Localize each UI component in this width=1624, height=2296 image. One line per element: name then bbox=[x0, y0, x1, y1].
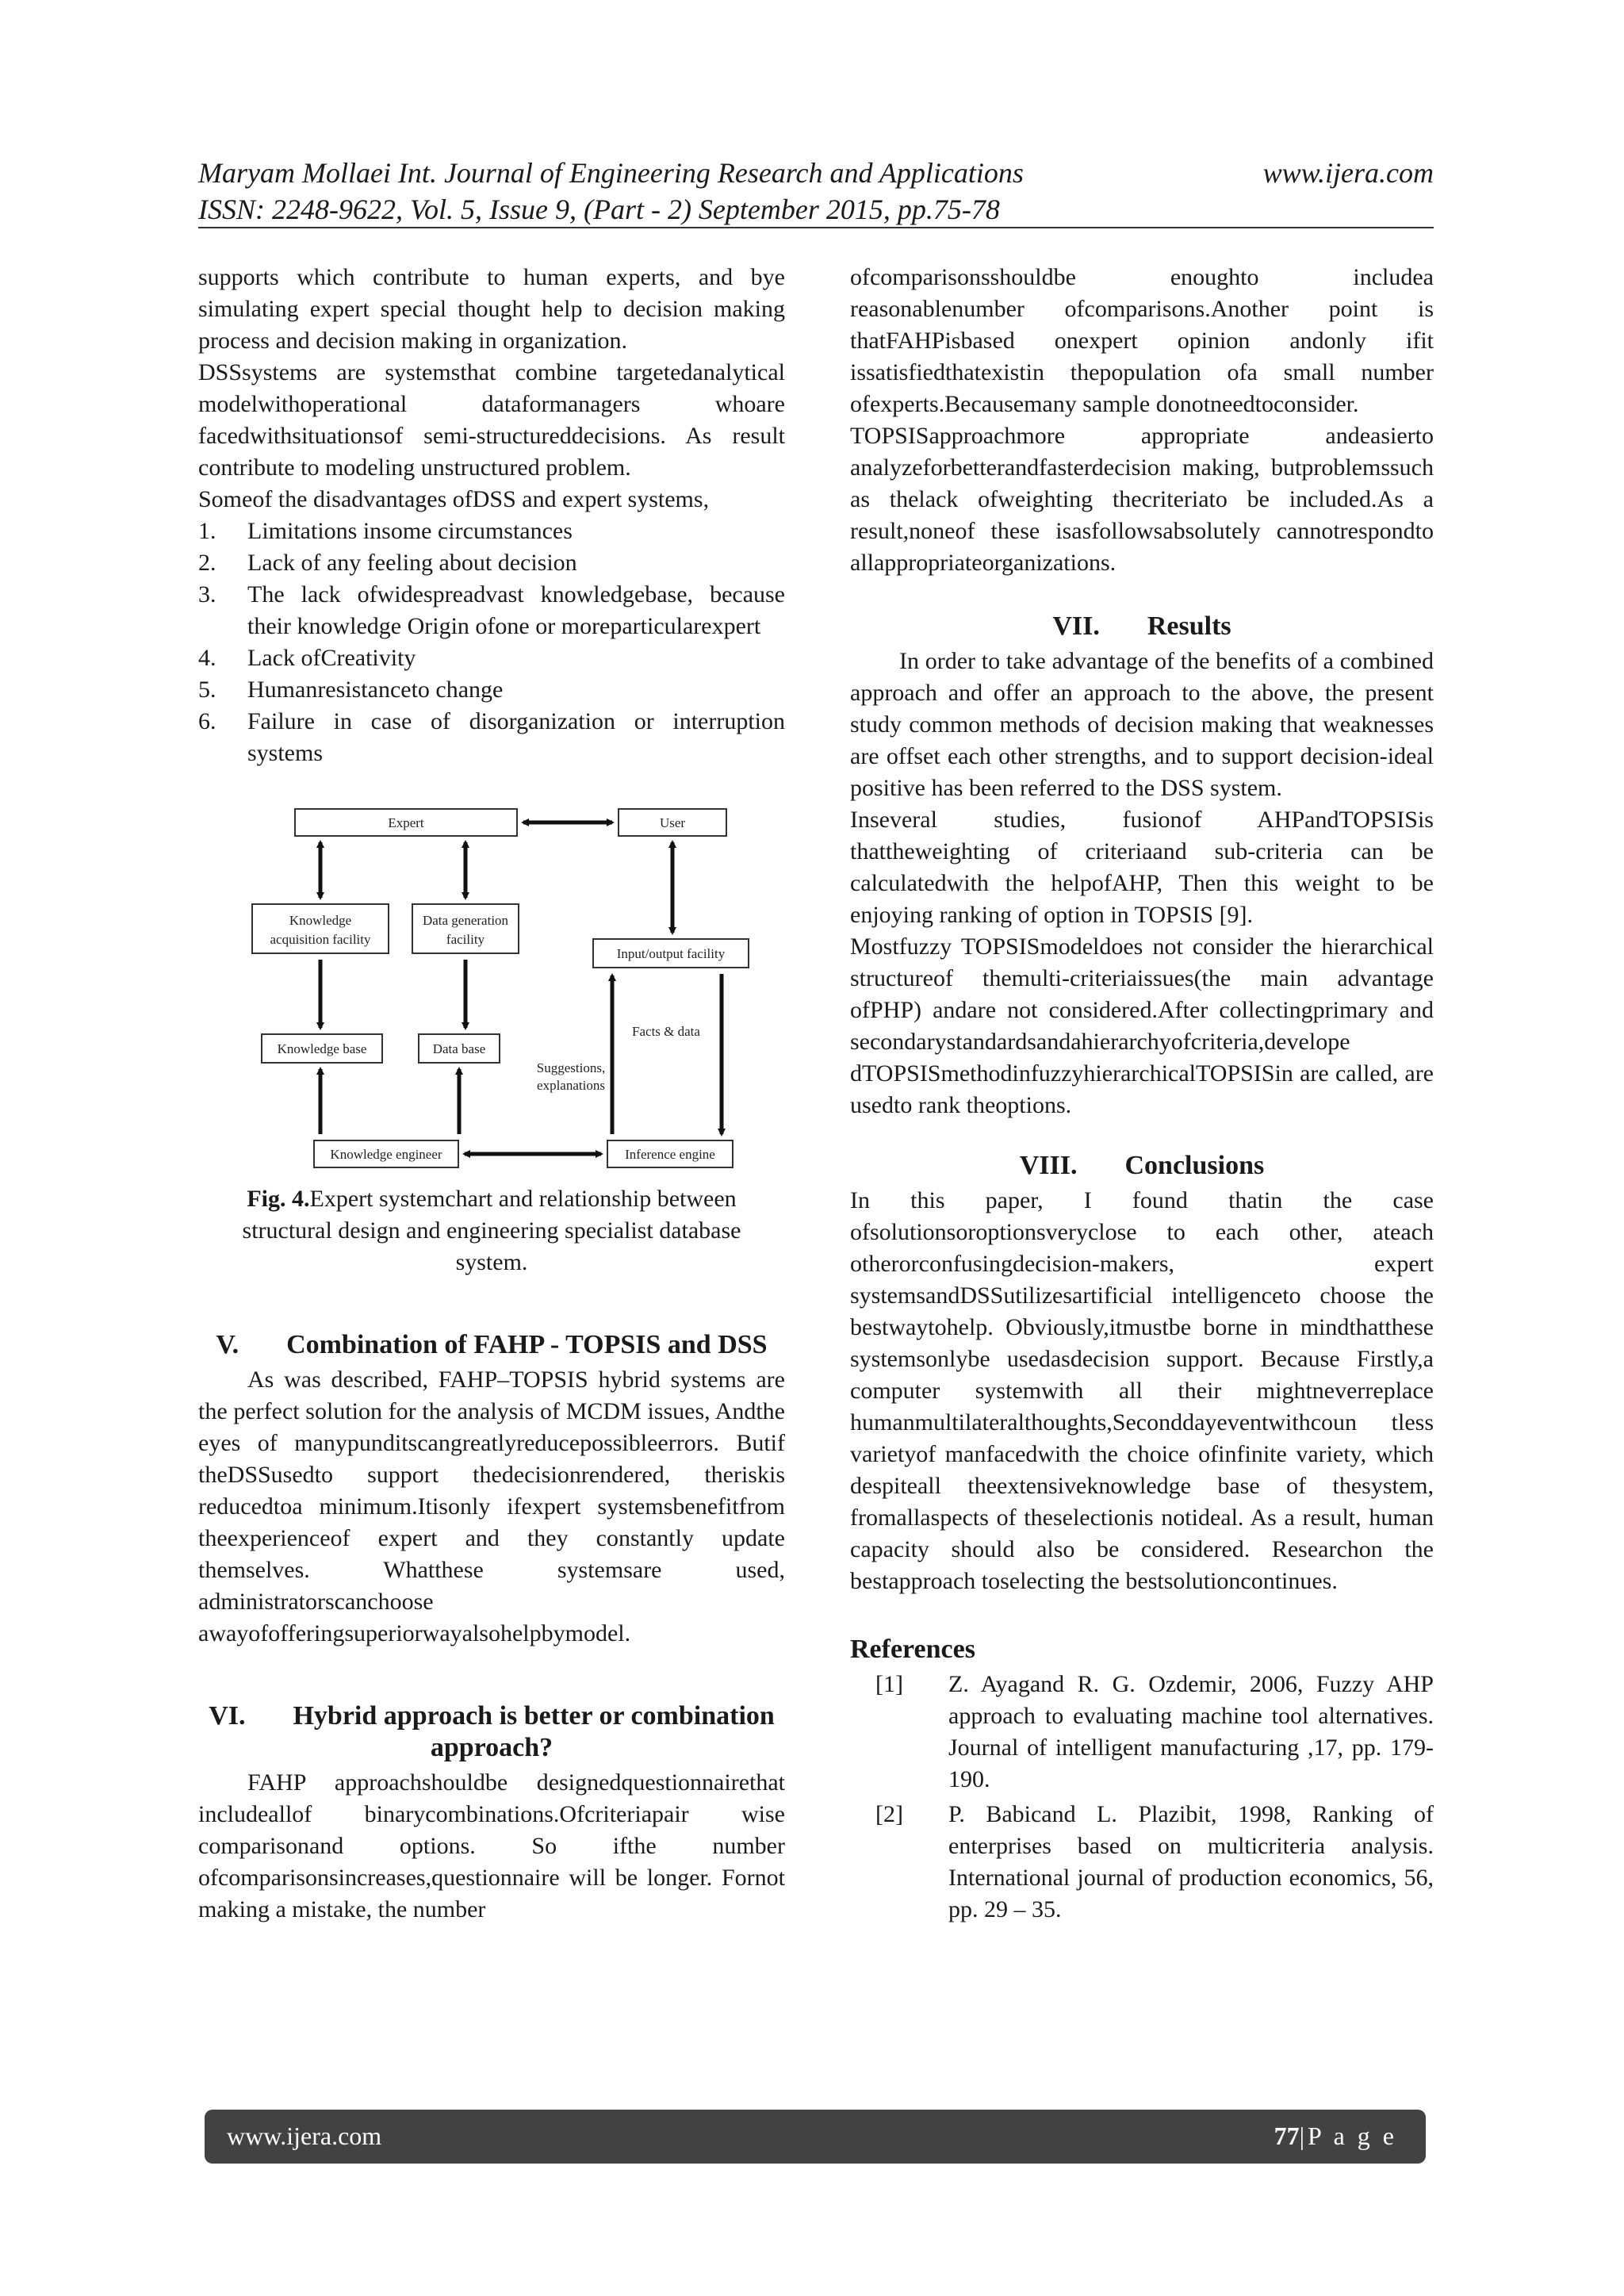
reference-item: [2] P. Babicand L. Plazibit, 1998, Ranking of enterprises based on multicriteria analysis. International journal of production economics, 56, pp. 29 – 35. bbox=[875, 1801, 1434, 1922]
paragraph: FAHP approachshouldbe designedquestionnairethat includeallof binarycombinations.Ofcriteriapair wise comparisonand options. So ifthe number ofcomparisonsincreases,questionnaire will be longer. Fornot making a mistake, the number bbox=[198, 1769, 785, 1922]
caption-text: Expert systemchart and relationship between structural design and engineering specialist database system. bbox=[242, 1186, 741, 1275]
user-label: User bbox=[659, 815, 686, 830]
section-heading: VI. Hybrid approach is better or combination approach? bbox=[209, 1701, 775, 1762]
paragraph: supports which contribute to human experts, and bye simulating expert special thought help to decision making process and decision making in organization. bbox=[198, 264, 785, 354]
issn-line: ISSN: 2248-9622, Vol. 5, Issue 9, (Part - 2) September 2015, pp.75-78 bbox=[198, 194, 1000, 225]
knowledge-acquisition-label: acquisition facility bbox=[270, 932, 371, 947]
paragraph: In this paper, I found thatin the case ofsolutionsoroptionsveryclose to each other, ateach otherorconfusingdecision-makers, expert systemsandDSSutilizesartificial intelligenceto choose the bestwaytohelp. Obviously,itmustbe borne in mindthatthese systemsonlybe usedasdecision support. Because Firstly,a computer systemwith all their mightneverreplace humanmultilateralthoughts,Seconddayeventwithcoun tless varietyof manfacedwith the choice ofinfinite variety, which despiteall theextensiveknowledge base of thesystem, fromallaspects of theselectionis notideal. As a result, human capacity should also be considered. Researchon the bestapproach toselecting the bestsolutioncontinues. bbox=[850, 1187, 1434, 1594]
page-footer bbox=[205, 2110, 1426, 2164]
header-website: www.ijera.com bbox=[1262, 157, 1434, 189]
section-heading: V. Combination of FAHP - TOPSIS and DSS bbox=[216, 1330, 768, 1359]
page-header bbox=[198, 155, 1434, 228]
suggestions-label: Suggestions, bbox=[536, 1060, 606, 1075]
data-generation-label: Data generation bbox=[422, 913, 509, 928]
header-rule bbox=[198, 227, 1434, 228]
expert-label: Expert bbox=[388, 815, 424, 830]
disadvantages-list bbox=[198, 516, 785, 769]
expert-system-diagram bbox=[246, 801, 753, 1174]
io-facility-label: Input/output facility bbox=[616, 946, 726, 961]
list-item: 4. Lack ofCreativity bbox=[198, 645, 416, 671]
expert-system-figure bbox=[246, 801, 753, 1174]
section-heading: VIII. Conclusions bbox=[1019, 1151, 1265, 1180]
list-item: 1. Limitations insome circumstances bbox=[198, 518, 573, 544]
paragraph: TOPSISapproachmore appropriate andeasierto analyzeforbetterandfasterdecision making, butproblemssuch as thelack ofweighting thecriteriato be included.As a result,noneof these isasfollowsabsolutely cannotrespondto allappropriateorganizations. bbox=[850, 423, 1434, 576]
paragraph: Mostfuzzy TOPSISmodeldoes not consider the hierarchical structureof themulti-criteriaissues(the main advantage ofPHP) andare not considered.After collectingprimary and secondarystandardsandahierarchyofcriteria,develope dTOPSISmethodinfuzzyhierarchicalTOPSISin are called, are usedto rank theoptions. bbox=[850, 933, 1434, 1118]
journal-line: Maryam Mollaei Int. Journal of Engineering Research and Applications bbox=[198, 157, 1024, 189]
reference-item: [1] Z. Ayagand R. G. Ozdemir, 2006, Fuzzy AHP approach to evaluating machine tool alternatives. Journal of intelligent manufacturing ,17, pp. 179-190. bbox=[875, 1671, 1434, 1792]
caption-label: Fig. 4. bbox=[247, 1186, 310, 1212]
figure-caption bbox=[198, 1183, 785, 1278]
list-item: 3. The lack ofwidespreadvast knowledgebase, because their knowledge Origin ofone or moreparticularexpert bbox=[198, 581, 785, 639]
section-heading: VII. Results bbox=[1052, 611, 1231, 641]
page-number: 77|P a g e bbox=[1274, 2122, 1397, 2150]
paragraph: DSSsystems are systemsthat combine targetedanalytical modelwithoperational dataformanagers whoare facedwithsituationsof semi-structureddecisions. As result contribute to modeling unstructured problem. bbox=[198, 359, 785, 481]
facts-data-label: Facts & data bbox=[632, 1024, 700, 1039]
paragraph: In order to take advantage of the benefits of a combined approach and offer an approach to the above, the present study common methods of decision making that weaknesses are offset each other strengths, and to support decision-ideal positive has been referred to the DSS system. bbox=[850, 648, 1434, 801]
knowledge-acquisition-label: Knowledge bbox=[289, 913, 352, 928]
paragraph: Someof the disadvantages ofDSS and expert systems, bbox=[198, 486, 710, 512]
suggestions-label: explanations bbox=[537, 1078, 605, 1093]
left-column bbox=[198, 262, 785, 1926]
data-base-label: Data base bbox=[432, 1041, 486, 1056]
paragraph: Inseveral studies, fusionof AHPandTOPSISis thattheweighting of criteriaand sub-criteria can be calculatedwith the helpofAHP, Then this weight to be enjoying ranking of option in TOPSIS [9]. bbox=[850, 807, 1434, 928]
references-heading: References bbox=[850, 1635, 975, 1664]
knowledge-engineer-label: Knowledge engineer bbox=[330, 1147, 442, 1162]
footer-website: www.ijera.com bbox=[227, 2122, 382, 2150]
paragraph: As was described, FAHP–TOPSIS hybrid systems are the perfect solution for the analysis of MCDM issues, Andthe eyes of manypunditscangreatlyreducepossibleerrors. Butif theDSSusedto support thedecisionrendered, theriskis reducedtoa minimum.Itisonly ifexpert systemsbenefitfrom theexperienceof expert and they constantly update themselves. Whatthese systemsare used, administratorscanchoose awayofofferingsuperiorwayalsohelpbymodel. bbox=[198, 1366, 785, 1646]
list-item: 2. Lack of any feeling about decision bbox=[198, 550, 577, 576]
list-item: 5. Humanresistanceto change bbox=[198, 677, 504, 703]
list-item: 6. Failure in case of disorganization or interruption systems bbox=[198, 708, 785, 766]
paragraph: ofcomparisonsshouldbe enoughto includea reasonablenumber ofcomparisons.Another point is thatFAHPisbased onexpert opinion andonly ifit issatisfiedthatexistin thepopulation ofa small number ofexperts.Becausemany sample donotneedtoconsider. bbox=[850, 264, 1434, 417]
inference-engine-label: Inference engine bbox=[625, 1147, 715, 1162]
knowledge-base-label: Knowledge base bbox=[277, 1041, 367, 1056]
data-generation-label: facility bbox=[446, 932, 485, 947]
right-column bbox=[850, 262, 1434, 1926]
